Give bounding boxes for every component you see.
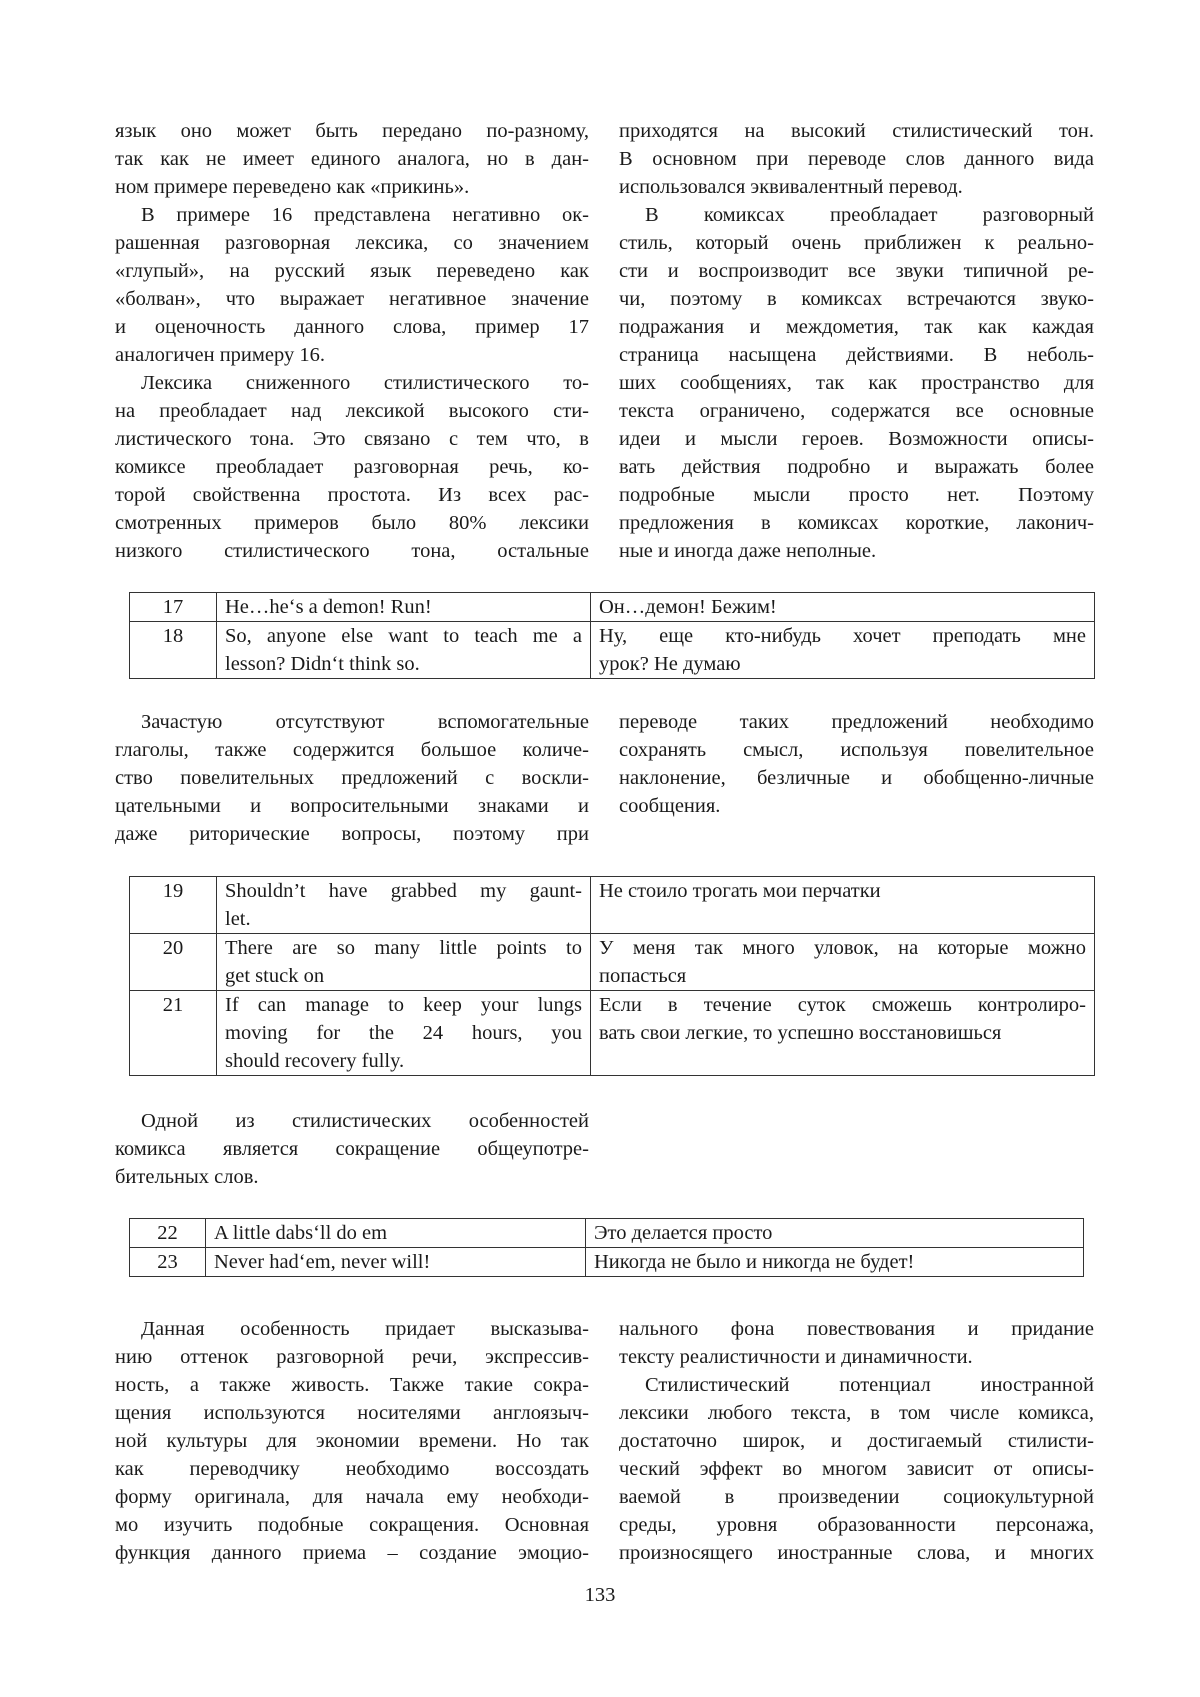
text-line: Одной из стилистических особенностей <box>115 1107 589 1135</box>
translation-text <box>591 593 1095 622</box>
example-number: 20 <box>130 934 217 991</box>
examples-table <box>129 876 1095 1076</box>
original-text <box>217 934 591 991</box>
text-line: A little dabs‘ll do em <box>214 1219 577 1247</box>
text-line: язык оно может быть передано по-разному, <box>115 117 589 145</box>
table-row <box>130 991 1095 1076</box>
original-text <box>217 622 591 679</box>
text-column-right <box>619 708 1094 820</box>
example-number: 22 <box>130 1219 206 1248</box>
example-number: 23 <box>130 1248 206 1277</box>
paragraph <box>619 201 1094 565</box>
example-number: 19 <box>130 877 217 934</box>
text-line: ших сообщениях, так как пространство для <box>619 369 1094 397</box>
text-line: Shouldn’t have grabbed my gaunt- <box>225 877 582 905</box>
text-column-right <box>619 117 1094 565</box>
original-text <box>217 877 591 934</box>
text-line: ваемой в произведении социокультурной <box>619 1483 1094 1511</box>
example-number: 18 <box>130 622 217 679</box>
text-line: функция данного приема – создание эмоцио- <box>115 1539 589 1567</box>
translation-text <box>586 1248 1084 1277</box>
examples-table <box>129 1218 1084 1277</box>
text-line: так как не имеет единого аналога, но в дан- <box>115 145 589 173</box>
text-line: В основном при переводе слов данного вида <box>619 145 1094 173</box>
table-row <box>130 1219 1084 1248</box>
text-line: подробные мысли просто нет. Поэтому <box>619 481 1094 509</box>
paragraph <box>115 1107 589 1191</box>
text-line: Данная особенность придает высказыва- <box>115 1315 589 1343</box>
text-line: чи, поэтому в комиксах встречаются звуко- <box>619 285 1094 313</box>
text-line: ство повелительных предложений с воскли- <box>115 764 589 792</box>
text-line: В комиксах преобладает разговорный <box>619 201 1094 229</box>
text-line: сообщения. <box>619 792 1094 820</box>
text-line: «глупый», на русский язык переведено как <box>115 257 589 285</box>
text-column-left <box>115 117 589 565</box>
paragraph <box>115 117 589 201</box>
text-line: использовался эквивалентный перевод. <box>619 173 1094 201</box>
example-number: 17 <box>130 593 217 622</box>
text-line: мо изучить подобные сокращения. Основная <box>115 1511 589 1539</box>
text-line: цательными и вопросительными знаками и <box>115 792 589 820</box>
text-line: тексту реалистичности и динамичности. <box>619 1343 1094 1371</box>
text-column-left <box>115 1107 589 1191</box>
text-column-left <box>115 708 589 848</box>
text-line: подражания и междометия, так как каждая <box>619 313 1094 341</box>
translation-text <box>591 991 1095 1076</box>
original-text <box>206 1248 586 1277</box>
text-line: форму оригинала, для начала ему необходи- <box>115 1483 589 1511</box>
text-line: Ну, еще кто-нибудь хочет преподать мне <box>599 622 1086 650</box>
text-line: произносящего иностранные слова, и многих <box>619 1539 1094 1567</box>
table-row <box>130 1248 1084 1277</box>
paragraph <box>115 369 589 565</box>
text-line: среды, уровня образованности персонажа, <box>619 1511 1094 1539</box>
text-line: У меня так много уловок, на которые можно <box>599 934 1086 962</box>
text-line: даже риторические вопросы, поэтому при <box>115 820 589 848</box>
text-line: нию оттенок разговорной речи, экспрессив- <box>115 1343 589 1371</box>
text-line: аналогичен примеру 16. <box>115 341 589 369</box>
text-line: рашенная разговорная лексика, со значением <box>115 229 589 257</box>
paragraph <box>619 117 1094 201</box>
original-text <box>206 1219 586 1248</box>
text-line: достаточно широк, и достигаемый стилисти- <box>619 1427 1094 1455</box>
text-column-left <box>115 1315 589 1567</box>
text-line: So, anyone else want to teach me a <box>225 622 582 650</box>
table-row <box>130 934 1095 991</box>
text-line: низкого стилистического тона, остальные <box>115 537 589 565</box>
text-line: Это делается просто <box>594 1219 1075 1247</box>
text-line: ные и иногда даже неполные. <box>619 537 1094 565</box>
text-line: идеи и мысли героев. Возможности описы- <box>619 425 1094 453</box>
paragraph <box>115 1315 589 1567</box>
original-text <box>217 991 591 1076</box>
text-line: Never had‘em, never will! <box>214 1248 577 1276</box>
text-line: сти и воспроизводит все звуки типичной ре- <box>619 257 1094 285</box>
paragraph <box>115 708 589 848</box>
text-line: ность, а также живость. Также такие сокра- <box>115 1371 589 1399</box>
text-line: нального фона повествования и придание <box>619 1315 1094 1343</box>
text-line: переводе таких предложений необходимо <box>619 708 1094 736</box>
text-line: There are so many little points to <box>225 934 582 962</box>
paragraph <box>619 708 1094 820</box>
text-line: вать свои легкие, то успешно восстановишься <box>599 1019 1086 1047</box>
text-line: lesson? Didn‘t think so. <box>225 650 582 678</box>
paragraph <box>619 1315 1094 1371</box>
text-line: get stuck on <box>225 962 582 990</box>
table-row <box>130 593 1095 622</box>
text-line: Если в течение суток сможешь контролиро- <box>599 991 1086 1019</box>
page-number: 133 <box>0 1584 1200 1607</box>
text-line: лексики любого текста, в том числе комикса, <box>619 1399 1094 1427</box>
text-line: комикса является сокращение общеупотре- <box>115 1135 589 1163</box>
text-line: текста ограничено, содержатся все основные <box>619 397 1094 425</box>
text-line: как переводчику необходимо воссоздать <box>115 1455 589 1483</box>
examples-table <box>129 592 1095 679</box>
text-line: смотренных примеров было 80% лексики <box>115 509 589 537</box>
text-line: и оценочность данного слова, пример 17 <box>115 313 589 341</box>
text-line: Никогда не было и никогда не будет! <box>594 1248 1075 1276</box>
text-line: He…he‘s a demon! Run! <box>225 593 582 621</box>
table-row <box>130 622 1095 679</box>
translation-text <box>591 622 1095 679</box>
text-line: should recovery fully. <box>225 1047 582 1075</box>
text-line: на преобладает над лексикой высокого сти- <box>115 397 589 425</box>
text-line: комиксе преобладает разговорная речь, ко- <box>115 453 589 481</box>
text-line: стиль, который очень приближен к реально- <box>619 229 1094 257</box>
text-line: наклонение, безличные и обобщенно-личные <box>619 764 1094 792</box>
text-line: Стилистический потенциал иностранной <box>619 1371 1094 1399</box>
text-line: урок? Не думаю <box>599 650 1086 678</box>
text-line: В примере 16 представлена негативно ок- <box>115 201 589 229</box>
translation-text <box>591 934 1095 991</box>
original-text <box>217 593 591 622</box>
text-line: «болван», что выражает негативное значение <box>115 285 589 313</box>
text-line: страница насыщена действиями. В неболь- <box>619 341 1094 369</box>
text-line: бительных слов. <box>115 1163 589 1191</box>
text-line: ном примере переведено как «прикинь». <box>115 173 589 201</box>
text-line: щения используются носителями англоязыч- <box>115 1399 589 1427</box>
translation-text <box>591 877 1095 934</box>
paragraph <box>619 1371 1094 1567</box>
text-line: moving for the 24 hours, you <box>225 1019 582 1047</box>
text-line: ной культуры для экономии времени. Но так <box>115 1427 589 1455</box>
text-line: ческий эффект во многом зависит от описы- <box>619 1455 1094 1483</box>
example-number: 21 <box>130 991 217 1076</box>
text-line: торой свойственна простота. Из всех рас- <box>115 481 589 509</box>
text-line: сохранять смысл, используя повелительное <box>619 736 1094 764</box>
text-line: Не стоило трогать мои перчатки <box>599 877 1086 905</box>
text-line: вать действия подробно и выражать более <box>619 453 1094 481</box>
text-line: предложения в комиксах короткие, лаконич- <box>619 509 1094 537</box>
text-line: попасться <box>599 962 1086 990</box>
text-line: Зачастую отсутствуют вспомогательные <box>115 708 589 736</box>
paragraph <box>115 201 589 369</box>
text-line: let. <box>225 905 582 933</box>
text-line: листического тона. Это связано с тем что, в <box>115 425 589 453</box>
text-line: Лексика сниженного стилистического то- <box>115 369 589 397</box>
text-line: If can manage to keep your lungs <box>225 991 582 1019</box>
text-line: глаголы, также содержится большое количе- <box>115 736 589 764</box>
text-line: приходятся на высокий стилистический тон. <box>619 117 1094 145</box>
text-column-right <box>619 1315 1094 1567</box>
text-line: Он…демон! Бежим! <box>599 593 1086 621</box>
translation-text <box>586 1219 1084 1248</box>
table-row <box>130 877 1095 934</box>
